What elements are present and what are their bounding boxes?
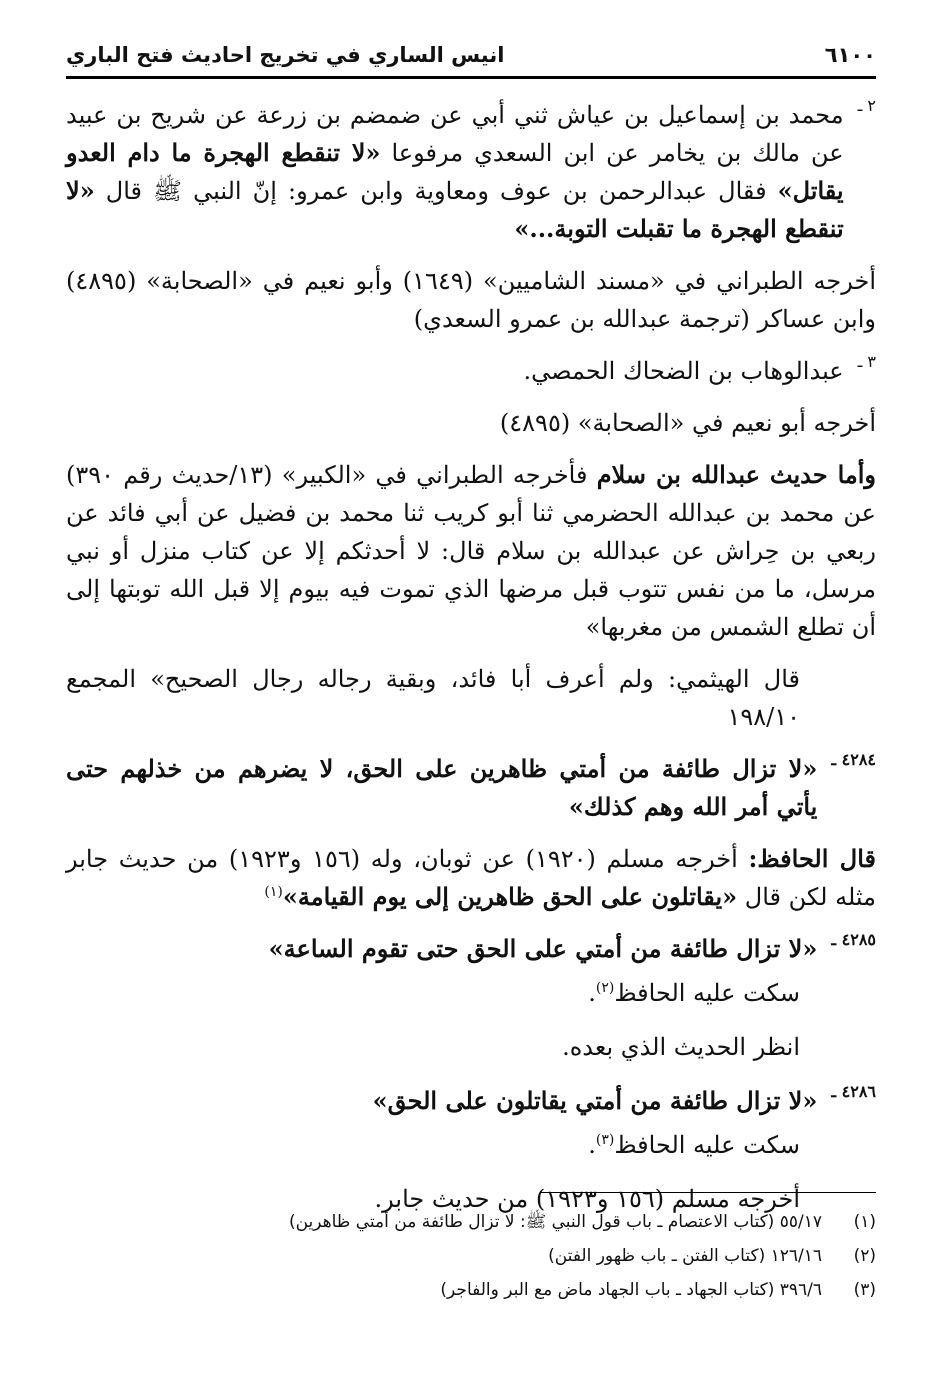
haythami-paragraph: قال الهيثمي: ولم أعرف أبا فائد، وبقية رجاله رجال الصحيح» المجمع ١٩٨/١٠ xyxy=(66,665,800,731)
silent-note: سكت عليه الحافظ$^{(٣)}$. xyxy=(588,1131,800,1159)
hadith-quote: «لا تنقطع الهجرة ما تقبلت التوبة...» xyxy=(66,176,844,243)
hadith-text: «لا تزال طائفة من أمتي يقاتلون على الحق» xyxy=(372,1086,818,1115)
hadith-number: ٤٢٨٦ ـ xyxy=(831,1082,876,1101)
hafiz-paragraph: قال الحافظ: أخرجه مسلم (١٩٢٠) عن ثوبان، وله (١٥٦ و١٩٢٣) من حديث جابر مثله لكن قال «يقاتلون على الحق ظاهرين إلى يوم القيامة»$^{(١)}$ xyxy=(66,844,877,911)
takhrij-paragraph: أخرجه أبو نعيم في «الصحابة» (٤٨٩٥) xyxy=(499,409,876,437)
page-number: ٦١٠٠ xyxy=(824,43,876,67)
item-number: ٣ ـ xyxy=(857,352,876,371)
footnote: (٣)٣٩٦/٦ (كتاب الجهاد ـ باب الجهاد ماض مع البر والفاجر) xyxy=(440,1280,876,1300)
hadith-4284 xyxy=(66,750,876,826)
book-title: انيس الساري في تخريج احاديث فتح الباري xyxy=(66,43,505,67)
hadith-4286 xyxy=(66,1082,876,1120)
silent-note: سكت عليه الحافظ$^{(٢)}$. xyxy=(588,979,800,1007)
footnotes xyxy=(66,1205,876,1307)
hadith-number: ٤٢٨٤ ـ xyxy=(831,750,876,769)
header-rule xyxy=(66,76,876,79)
footnote: (١)٥٥/١٧ (كتاب الاعتصام ـ باب قول النبي ﷺ: لا تزال طائفة من أمتي ظاهرين) xyxy=(288,1212,876,1232)
takhrij-paragraph: أخرجه الطبراني في «مسند الشاميين» (١٦٤٩) وأبو نعيم في «الصحابة» (٤٨٩٥) وابن عساكر (ترجمة عبدالله بن عمرو السعدي) xyxy=(66,267,876,333)
narration-item-2 xyxy=(66,96,876,248)
item-text: محمد بن إسماعيل بن عياش ثني أبي عن ضمضم بن زرعة عن شريح بن عبيد عن مالك بن يخامر عن ابن السعدي مرفوعا «لا تنقطع الهجرة ما دام العدو يقاتل» فقال عبدالرحمن بن عوف ومعاوية وابن عمرو: إنّ النبي ﷺ قال «لا تنقطع الهجرة ما تقبلت التوبة...» xyxy=(66,101,844,243)
footnote-rule xyxy=(540,1192,876,1193)
narration-item-3 xyxy=(66,352,876,390)
page-header xyxy=(66,38,876,72)
item-text: عبدالوهاب بن الضحاك الحمصي. xyxy=(523,357,844,385)
hadith-text: «لا تزال طائفة من أمتي على الحق حتى تقوم الساعة» xyxy=(268,934,818,963)
hadith-number: ٤٢٨٥ ـ xyxy=(831,930,876,949)
source-note: أخرجه مسلم (١٥٦ و١٩٢٣) من حديث جابر. xyxy=(374,1185,800,1213)
hadith-quote: «لا تنقطع الهجرة ما دام العدو يقاتل» xyxy=(66,138,844,205)
footnote-ref: (١) xyxy=(264,884,283,900)
see-note: انظر الحديث الذي بعده. xyxy=(562,1033,800,1061)
item-number: ٢ ـ xyxy=(857,96,876,115)
footnote: (٢)١٢٦/١٦ (كتاب الفتن ـ باب ظهور الفتن) xyxy=(548,1246,876,1266)
hadith-4285 xyxy=(66,930,876,968)
abdullah-paragraph: وأما حديث عبدالله بن سلام فأخرجه الطبراني في «الكبير» (١٣/حديث رقم ٣٩٠) عن محمد بن عبدالله الحضرمي ثنا أبو كريب ثنا محمد بن فضيل عن أبي فائد عن ربعي بن حِراش عن عبدالله بن سلام قال: لا أحدثكم إلا عن كتاب منزل أو نبي مرسل، ما من نفس تتوب قبل مرضها الذي تموت فيه بيوم إلا قبل الله توبتها إلى أن تطلع الشمس من مغربها» xyxy=(66,460,877,641)
footnote-ref: (٣) xyxy=(595,1132,615,1148)
footnote-ref: (٢) xyxy=(595,980,615,996)
main-text xyxy=(66,96,876,1218)
hadith-text: «لا تزال طائفة من أمتي ظاهرين على الحق، لا يضرهم من خذلهم حتى يأتي أمر الله وهم كذلك» xyxy=(66,754,818,821)
